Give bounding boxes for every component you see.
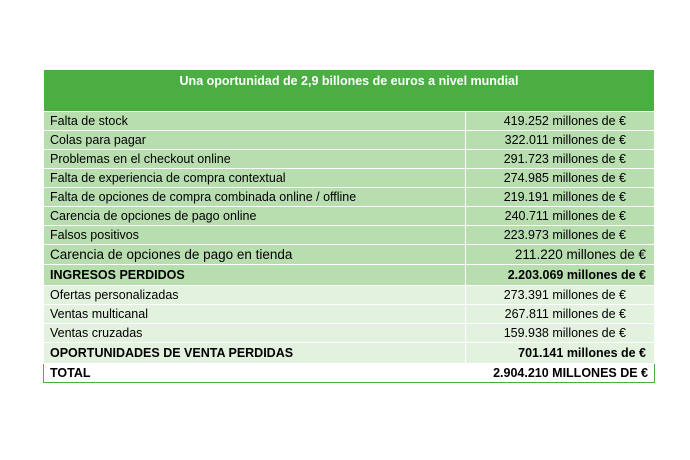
table-title: Una oportunidad de 2,9 billones de euros a nivel mundial [44,70,655,112]
row-value: 291.723 millones de € [466,150,655,169]
row-value: 267.811 millones de € [466,305,655,324]
row-value: 219.191 millones de € [466,188,655,207]
subtotal-row-lost-revenue [44,265,655,286]
table-row [44,150,655,169]
row-value: 2.904.210 MILLONES DE € [466,364,655,383]
row-value: 223.973 millones de € [466,226,655,245]
row-label: INGRESOS PERDIDOS [44,265,466,286]
table-row [44,226,655,245]
row-label: Carencia de opciones de pago online [44,207,466,226]
row-label: Problemas en el checkout online [44,150,466,169]
row-label: Falta de opciones de compra combinada online / offline [44,188,466,207]
row-label: Falta de stock [44,112,466,131]
table-header-row [44,70,655,112]
row-label: Falta de experiencia de compra contextual [44,169,466,188]
row-value: 322.011 millones de € [466,131,655,150]
table-row [44,305,655,324]
row-label: Colas para pagar [44,131,466,150]
row-value: 419.252 millones de € [466,112,655,131]
table-row [44,324,655,343]
row-value: 211.220 millones de € [466,245,655,265]
row-value: 701.141 millones de € [466,343,655,364]
row-value: 273.391 millones de € [466,286,655,305]
table-row [44,286,655,305]
row-label: TOTAL [44,364,466,383]
row-value: 2.203.069 millones de € [466,265,655,286]
table-row [44,112,655,131]
row-label: Ventas cruzadas [44,324,466,343]
revenue-opportunity-table [43,69,655,383]
table-row [44,188,655,207]
table-row [44,245,655,265]
table-row [44,131,655,150]
subtotal-row-lost-sales [44,343,655,364]
row-value: 240.711 millones de € [466,207,655,226]
total-row [44,364,655,383]
row-value: 159.938 millones de € [466,324,655,343]
table-row [44,169,655,188]
row-label: Ventas multicanal [44,305,466,324]
row-label: Carencia de opciones de pago en tienda [44,245,466,265]
table-row [44,207,655,226]
row-value: 274.985 millones de € [466,169,655,188]
row-label: OPORTUNIDADES DE VENTA PERDIDAS [44,343,466,364]
row-label: Ofertas personalizadas [44,286,466,305]
row-label: Falsos positivos [44,226,466,245]
